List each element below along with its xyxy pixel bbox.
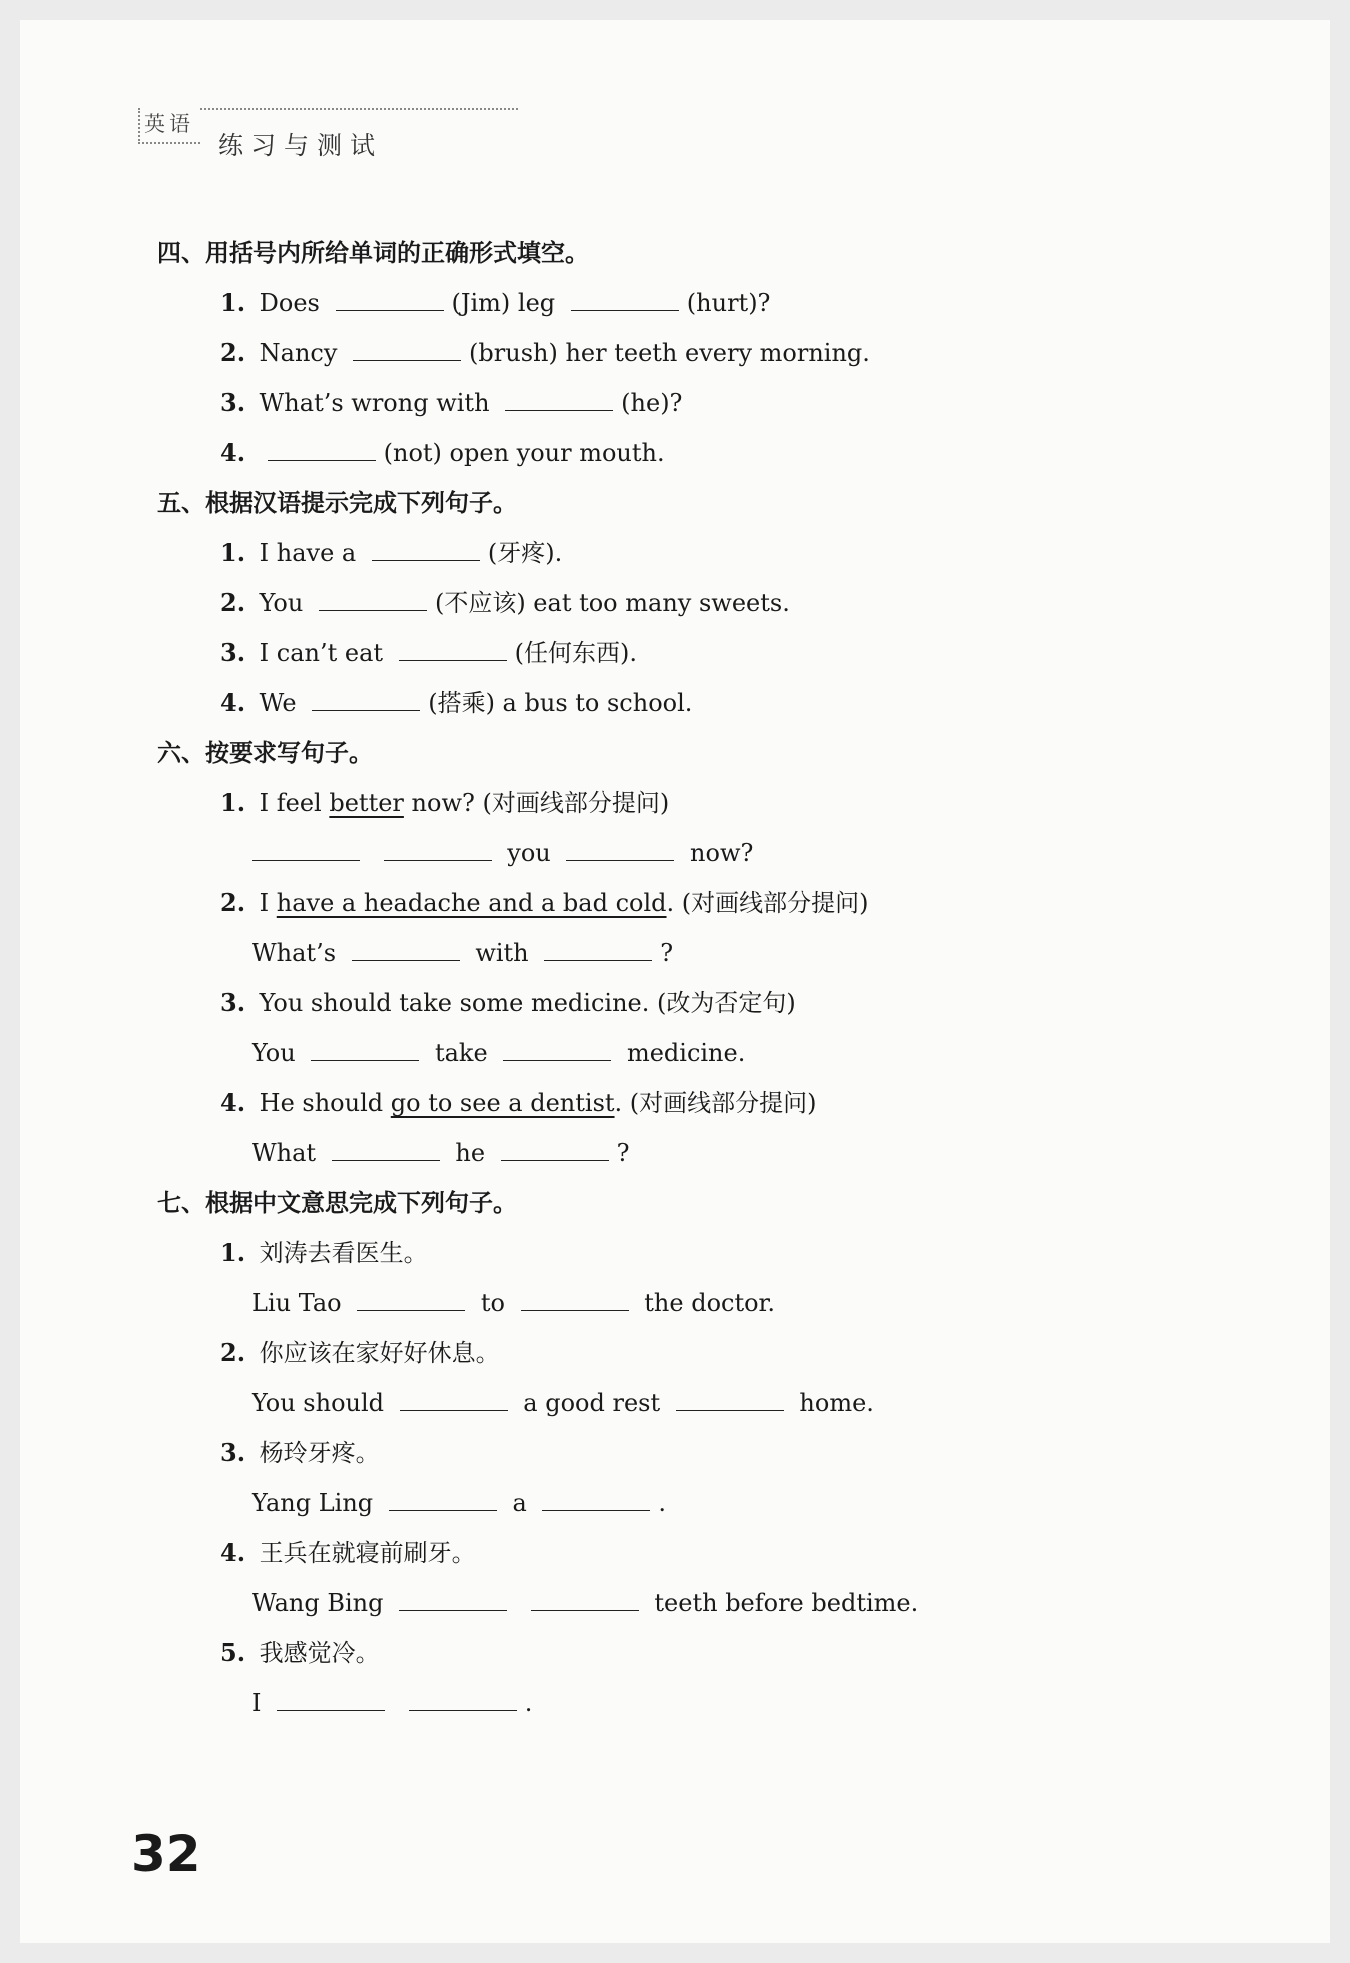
answer-blank[interactable]	[277, 1709, 385, 1711]
answer-blank[interactable]	[531, 1609, 639, 1611]
item-text: take	[434, 1039, 488, 1067]
answer-blank[interactable]	[399, 1609, 507, 1611]
item-text: .	[658, 1489, 667, 1517]
exercise-item	[157, 1628, 1157, 1678]
item-number: 5.	[220, 1638, 246, 1667]
header-dotted-rule	[200, 108, 518, 110]
item-prompt: 你应该在家好好休息。	[259, 1339, 500, 1367]
section-title: 七、根据中文意思完成下列句子。	[157, 1189, 517, 1217]
item-text: ?	[660, 939, 674, 967]
item-text: (牙疼).	[487, 539, 563, 567]
answer-blank[interactable]	[389, 1509, 497, 1511]
item-number: 1.	[220, 538, 246, 567]
item-number: 2.	[220, 1338, 246, 1367]
answer-blank[interactable]	[676, 1409, 784, 1411]
item-text: he	[455, 1139, 486, 1167]
item-number: 1.	[220, 288, 246, 317]
item-text: . (对画线部分提问)	[614, 1089, 817, 1117]
answer-line	[157, 1478, 1157, 1528]
answer-line	[157, 1678, 1157, 1728]
item-text: You	[259, 589, 304, 617]
item-text: now? (对画线部分提问)	[411, 789, 670, 817]
item-text: Liu Tao	[252, 1289, 342, 1317]
item-text: a	[512, 1489, 527, 1517]
item-text: You should take some medicine. (改为否定句)	[259, 989, 796, 1017]
item-prompt: 杨玲牙疼。	[259, 1439, 380, 1467]
item-text: home.	[799, 1389, 874, 1417]
item-text: (搭乘) a bus to school.	[428, 689, 693, 717]
item-text: He should	[259, 1089, 384, 1117]
item-text: I	[259, 889, 270, 917]
item-text: (hurt)?	[686, 289, 771, 317]
item-text: to	[480, 1289, 505, 1317]
exercise-item	[157, 978, 1157, 1028]
answer-blank[interactable]	[311, 1059, 419, 1061]
item-prompt: 刘涛去看医生。	[259, 1239, 428, 1267]
item-text: with	[475, 939, 529, 967]
answer-blank[interactable]	[372, 559, 480, 561]
item-text: I	[252, 1689, 262, 1717]
item-text: I feel	[259, 789, 322, 817]
exercise-item	[157, 678, 1157, 728]
answer-blank[interactable]	[399, 659, 507, 661]
underlined-text: better	[329, 789, 404, 817]
book-title: 练习与测试	[218, 131, 384, 160]
item-number: 1.	[220, 1238, 246, 1267]
exercise-item	[157, 1228, 1157, 1278]
item-prompt: 王兵在就寝前刷牙。	[259, 1539, 476, 1567]
exercise-item	[157, 328, 1157, 378]
item-text: What	[252, 1139, 317, 1167]
exercise-item	[157, 528, 1157, 578]
item-number: 2.	[220, 338, 246, 367]
item-number: 1.	[220, 788, 246, 817]
answer-blank[interactable]	[384, 859, 492, 861]
exercise-content	[157, 228, 1157, 1728]
underlined-text: go to see a dentist	[390, 1089, 615, 1117]
section-title: 六、按要求写句子。	[157, 739, 373, 767]
answer-line	[157, 1278, 1157, 1328]
answer-line	[157, 828, 1157, 878]
item-number: 4.	[220, 438, 246, 467]
answer-line	[157, 1028, 1157, 1078]
answer-blank[interactable]	[353, 359, 461, 361]
item-text: I have a	[259, 539, 357, 567]
answer-blank[interactable]	[400, 1409, 508, 1411]
item-text: I can’t eat	[259, 639, 384, 667]
answer-blank[interactable]	[252, 859, 360, 861]
item-prompt: 我感觉冷。	[259, 1639, 380, 1667]
item-text: the doctor.	[644, 1289, 776, 1317]
answer-blank[interactable]	[332, 1159, 440, 1161]
item-text: Yang Ling	[252, 1489, 374, 1517]
section-title: 四、用括号内所给单词的正确形式填空。	[157, 239, 589, 267]
answer-blank[interactable]	[357, 1309, 465, 1311]
item-text: (不应该) eat too many sweets.	[434, 589, 790, 617]
item-number: 4.	[220, 1538, 246, 1567]
item-text: .	[524, 1689, 533, 1717]
answer-blank[interactable]	[409, 1709, 517, 1711]
item-number: 4.	[220, 1088, 246, 1117]
item-number: 3.	[220, 388, 246, 417]
exercise-item	[157, 778, 1157, 828]
answer-blank[interactable]	[566, 859, 674, 861]
answer-blank[interactable]	[268, 459, 376, 461]
answer-blank[interactable]	[505, 409, 613, 411]
item-number: 2.	[220, 888, 246, 917]
page-number: 32	[131, 1825, 201, 1883]
exercise-item	[157, 378, 1157, 428]
answer-blank[interactable]	[319, 609, 427, 611]
item-text: What’s	[252, 939, 337, 967]
item-text: (任何东西).	[514, 639, 638, 667]
item-text: Nancy	[259, 339, 338, 367]
item-number: 3.	[220, 1438, 246, 1467]
answer-line	[157, 928, 1157, 978]
workbook-page	[20, 20, 1330, 1943]
answer-blank[interactable]	[521, 1309, 629, 1311]
exercise-item	[157, 628, 1157, 678]
item-number: 4.	[220, 688, 246, 717]
subject-tag: 英语	[138, 108, 200, 144]
section-title: 五、根据汉语提示完成下列句子。	[157, 489, 517, 517]
exercise-item	[157, 578, 1157, 628]
answer-blank[interactable]	[544, 959, 652, 961]
item-text: (not) open your mouth.	[383, 439, 665, 467]
item-text: Does	[259, 289, 320, 317]
underlined-text: have a headache and a bad cold	[276, 889, 667, 917]
item-text: you	[507, 839, 551, 867]
exercise-item	[157, 278, 1157, 328]
answer-line	[157, 1578, 1157, 1628]
answer-blank[interactable]	[503, 1059, 611, 1061]
exercise-item	[157, 428, 1157, 478]
item-text: (Jim) leg	[451, 289, 556, 317]
exercise-item	[157, 1078, 1157, 1128]
item-text: You	[252, 1039, 296, 1067]
item-text: now?	[690, 839, 754, 867]
item-text: medicine.	[626, 1039, 746, 1067]
answer-line	[157, 1128, 1157, 1178]
item-text: You should	[252, 1389, 385, 1417]
answer-blank[interactable]	[336, 309, 444, 311]
answer-line	[157, 1378, 1157, 1428]
item-text: a good rest	[523, 1389, 661, 1417]
item-text: . (对画线部分提问)	[666, 889, 869, 917]
item-text: Wang Bing	[252, 1589, 384, 1617]
item-number: 2.	[220, 588, 246, 617]
item-text: We	[259, 689, 297, 717]
answer-blank[interactable]	[352, 959, 460, 961]
answer-blank[interactable]	[501, 1159, 609, 1161]
item-number: 3.	[220, 638, 246, 667]
answer-blank[interactable]	[571, 309, 679, 311]
answer-blank[interactable]	[542, 1509, 650, 1511]
answer-blank[interactable]	[312, 709, 420, 711]
item-text: (brush) her teeth every morning.	[469, 339, 870, 367]
item-text: teeth before bedtime.	[654, 1589, 919, 1617]
item-text: What’s wrong with	[259, 389, 490, 417]
item-number: 3.	[220, 988, 246, 1017]
exercise-item	[157, 1328, 1157, 1378]
exercise-item	[157, 1428, 1157, 1478]
exercise-item	[157, 1528, 1157, 1578]
item-text: (he)?	[621, 389, 683, 417]
exercise-item	[157, 878, 1157, 928]
item-text: ?	[616, 1139, 630, 1167]
